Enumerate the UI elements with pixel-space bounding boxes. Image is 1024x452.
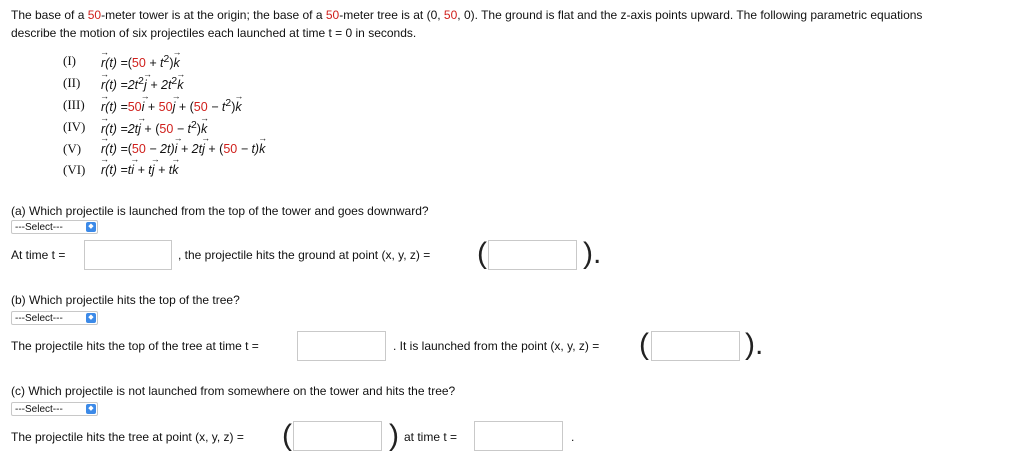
question-b: (b) Which projectile hits the top of the tree? — [11, 293, 240, 307]
eq-term: + — [144, 100, 159, 115]
right-paren: ). — [745, 328, 764, 361]
point-input-c[interactable] — [293, 421, 382, 451]
part-b-prefix: The projectile hits the top of the tree at time t = — [11, 339, 259, 353]
eq-term: ( — [127, 56, 132, 71]
chevron-updown-icon: ◆ — [86, 222, 96, 232]
eq-term: − t — [173, 122, 191, 137]
equation-lhs: → r(t) = — [101, 78, 128, 92]
eq-exponent: 2 — [163, 54, 170, 65]
eq-term: ) — [196, 122, 201, 137]
eq-unit-vector: → k — [235, 100, 241, 114]
equation-label: (I) — [63, 53, 76, 68]
eq-term: + t — [134, 163, 152, 177]
equation-2 — [101, 76, 183, 92]
eq-number: 50 — [131, 56, 146, 71]
chevron-updown-icon: ◆ — [86, 404, 96, 414]
eq-exponent: 2 — [225, 98, 232, 109]
eq-term: + ( — [204, 142, 224, 156]
eq-unit-vector: → k — [172, 163, 178, 177]
eq-unit-vector: → j — [202, 142, 205, 156]
eq-term: + t — [154, 163, 173, 177]
intro-text: The base of a — [11, 8, 88, 22]
eq-term: 2t — [127, 122, 139, 137]
tree-height: 50 — [325, 8, 340, 22]
equation-label: (IV) — [63, 119, 86, 134]
intro-text: -meter tree is at (0, — [339, 8, 444, 22]
eq-exponent: 2 — [138, 76, 144, 87]
eq-term: − t) — [237, 142, 260, 156]
right-paren: ). — [583, 237, 602, 270]
intro-text: -meter tower is at the origin; the base of a — [101, 8, 326, 22]
eq-unit-vector: → i — [142, 100, 145, 114]
equation-5 — [101, 142, 265, 156]
eq-unit-vector: → i — [131, 163, 134, 177]
select-a-dropdown[interactable] — [11, 220, 98, 234]
eq-term: ) — [169, 56, 174, 71]
eq-number: 50 — [158, 100, 173, 115]
left-paren: ( — [477, 237, 487, 270]
eq-number: 50 — [223, 142, 238, 156]
eq-term: + ( — [175, 100, 194, 115]
equation-label: (VI) — [63, 162, 86, 177]
left-paren: ( — [282, 419, 292, 452]
part-c-mid: at time t = — [404, 430, 458, 444]
eq-exponent: 2 — [191, 120, 197, 131]
point-input-a[interactable] — [488, 240, 577, 270]
eq-term: − t — [207, 100, 226, 115]
part-a-mid: , the projectile hits the ground at point (x, y, z) = — [178, 248, 431, 262]
eq-unit-vector: → i — [175, 142, 178, 156]
eq-unit-vector: → k — [177, 78, 183, 92]
question-c: (c) Which projectile is not launched from somewhere on the tower and hits the tree? — [11, 384, 456, 398]
eq-term: + 2t — [177, 142, 203, 156]
right-paren: ) — [389, 419, 399, 452]
equation-label: (III) — [63, 97, 85, 112]
eq-unit-vector: → k — [174, 56, 180, 70]
equation-1 — [101, 54, 180, 70]
eq-term: + t — [145, 56, 164, 71]
eq-term: + ( — [140, 122, 160, 137]
intro-text: , 0). The ground is flat and the z-axis points upward. The following parametric equations — [457, 8, 923, 22]
question-a: (a) Which projectile is launched from the top of the tower and goes downward? — [11, 204, 429, 218]
equation-3 — [101, 98, 242, 114]
time-input-c[interactable] — [474, 421, 563, 451]
eq-number: 50 — [131, 142, 146, 156]
eq-term: ( — [127, 142, 132, 156]
equation-lhs: → r(t) = — [101, 100, 128, 114]
equation-label: (V) — [63, 141, 82, 156]
select-b-dropdown[interactable] — [11, 311, 98, 325]
eq-unit-vector: → k — [259, 142, 265, 156]
left-paren: ( — [639, 328, 649, 361]
select-c-dropdown[interactable] — [11, 402, 98, 416]
point-input-b[interactable] — [651, 331, 740, 361]
period: . — [571, 430, 575, 444]
eq-term: t — [127, 163, 132, 177]
time-input-b[interactable] — [297, 331, 386, 361]
eq-term: − 2t) — [145, 142, 175, 156]
equation-lhs: → r(t) = — [101, 122, 128, 136]
select-value: ---Select--- — [15, 222, 63, 233]
eq-number: 50 — [127, 100, 142, 115]
eq-number: 50 — [193, 100, 208, 115]
equation-4 — [101, 120, 207, 136]
eq-unit-vector: → k — [201, 122, 207, 136]
part-a-prefix: At time t = — [11, 248, 66, 262]
equation-lhs: → r(t) = — [101, 163, 128, 177]
eq-unit-vector: → j — [173, 100, 176, 114]
part-c-prefix: The projectile hits the tree at point (x, y, z) = — [11, 430, 244, 444]
eq-term: ) — [231, 100, 236, 115]
eq-unit-vector: → j — [144, 78, 147, 92]
equation-lhs: → r(t) = — [101, 142, 128, 156]
tower-height: 50 — [87, 8, 102, 22]
eq-unit-vector: → j — [138, 122, 141, 136]
intro-line-1 — [11, 8, 922, 22]
select-value: ---Select--- — [15, 404, 63, 415]
equation-lhs: → r(t) = — [101, 56, 128, 70]
chevron-updown-icon: ◆ — [86, 313, 96, 323]
tree-y-coordinate: 50 — [443, 8, 458, 22]
eq-unit-vector: → j — [152, 163, 155, 177]
eq-term: 2t — [127, 78, 139, 93]
equation-6 — [101, 163, 178, 177]
time-input-a[interactable] — [84, 240, 172, 270]
part-b-mid: . It is launched from the point (x, y, z) = — [393, 339, 600, 353]
equation-label: (II) — [63, 75, 81, 90]
eq-exponent: 2 — [171, 76, 178, 87]
select-value: ---Select--- — [15, 313, 63, 324]
eq-number: 50 — [159, 122, 174, 137]
intro-line-2: describe the motion of six projectiles each launched at time t = 0 in seconds. — [11, 26, 417, 40]
eq-term: + 2t — [146, 78, 172, 93]
